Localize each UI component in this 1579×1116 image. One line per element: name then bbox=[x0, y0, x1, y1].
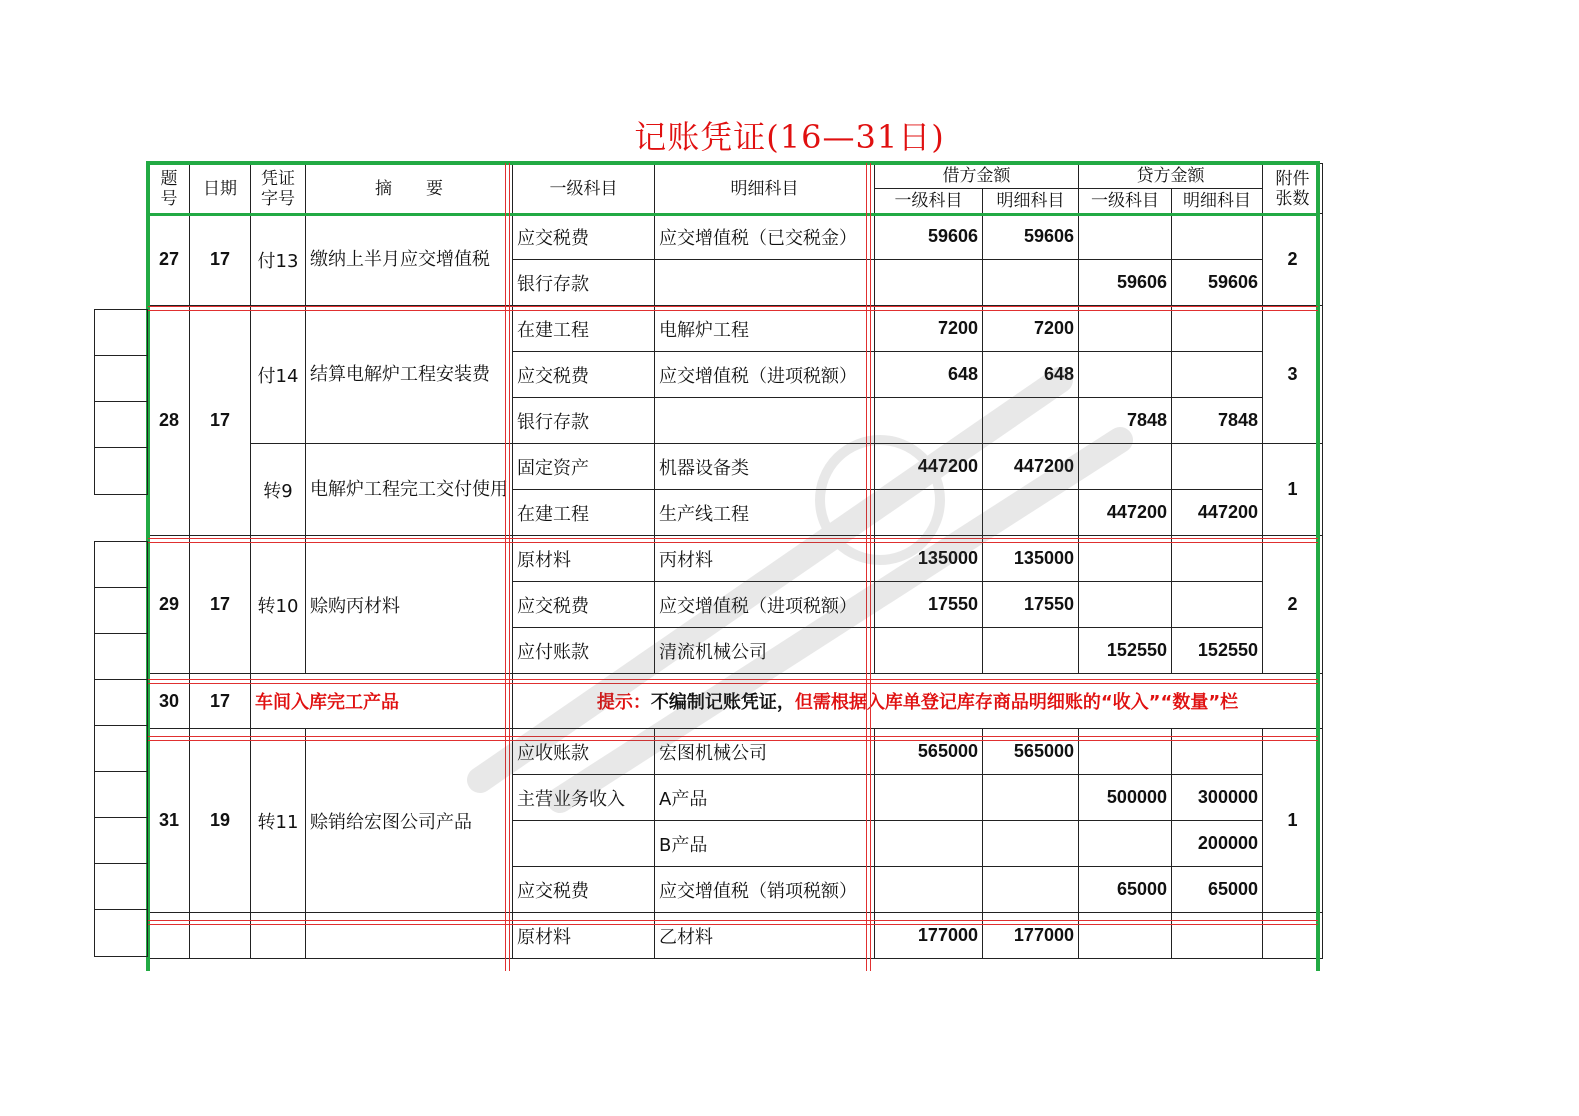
cell-debit-2: 59606 bbox=[983, 214, 1079, 260]
cell-account: 主营业务收入 bbox=[513, 775, 655, 821]
entry-voucher: 转9 bbox=[251, 444, 306, 536]
table-row bbox=[149, 214, 1323, 260]
cell-credit-2: 200000 bbox=[1172, 821, 1263, 867]
cell-account: 应付账款 bbox=[513, 628, 655, 674]
cell-account: 应交税费 bbox=[513, 582, 655, 628]
cell-debit-2 bbox=[983, 775, 1079, 821]
cell-credit-2: 65000 bbox=[1172, 867, 1263, 913]
cell-account: 应收账款 bbox=[513, 729, 655, 775]
cell-detail: 丙材料 bbox=[655, 536, 875, 582]
cell-debit-2 bbox=[983, 260, 1079, 306]
header-debit: 借方金额 bbox=[875, 164, 1079, 189]
cell-account bbox=[513, 821, 655, 867]
entry-attach: 1 bbox=[1263, 729, 1323, 913]
entry-date: 17 bbox=[190, 674, 251, 729]
cell-credit-2 bbox=[1172, 913, 1263, 959]
entry-summary: 赊销给宏图公司产品 bbox=[306, 729, 513, 913]
entry-no bbox=[149, 913, 190, 959]
cell-debit-2 bbox=[983, 821, 1079, 867]
voucher-table bbox=[148, 163, 1323, 959]
table-row bbox=[149, 674, 1323, 729]
cell-debit-1 bbox=[875, 398, 983, 444]
cell-detail: 宏图机械公司 bbox=[655, 729, 875, 775]
cell-credit-1: 65000 bbox=[1079, 867, 1172, 913]
cell-debit-2 bbox=[983, 867, 1079, 913]
cell-debit-1 bbox=[875, 775, 983, 821]
cell-credit-1: 7848 bbox=[1079, 398, 1172, 444]
cell-debit-1 bbox=[875, 821, 983, 867]
cell-credit-1: 59606 bbox=[1079, 260, 1172, 306]
cell-credit-2 bbox=[1172, 306, 1263, 352]
cell-credit-1 bbox=[1079, 821, 1172, 867]
entry-summary: 缴纳上半月应交增值税 bbox=[306, 214, 513, 306]
table-row bbox=[149, 913, 1323, 959]
cell-credit-1: 500000 bbox=[1079, 775, 1172, 821]
cell-debit-1: 177000 bbox=[875, 913, 983, 959]
table-row bbox=[149, 444, 1323, 490]
cell-debit-1: 135000 bbox=[875, 536, 983, 582]
entry-no: 30 bbox=[149, 674, 190, 729]
entry-voucher: 转10 bbox=[251, 536, 306, 674]
cell-detail bbox=[655, 398, 875, 444]
entry-attach: 3 bbox=[1263, 306, 1323, 444]
cell-credit-2: 59606 bbox=[1172, 260, 1263, 306]
entry-summary: 电解炉工程完工交付使用 bbox=[306, 444, 513, 536]
cell-account: 银行存款 bbox=[513, 260, 655, 306]
cell-credit-2 bbox=[1172, 582, 1263, 628]
cell-credit-2: 300000 bbox=[1172, 775, 1263, 821]
page-title: 记账凭证(16—31日) bbox=[634, 118, 945, 156]
entry-summary bbox=[306, 913, 513, 959]
cell-credit-2 bbox=[1172, 729, 1263, 775]
cell-account: 应交税费 bbox=[513, 867, 655, 913]
entry-voucher bbox=[251, 913, 306, 959]
entry-voucher: 转11 bbox=[251, 729, 306, 913]
table-row bbox=[149, 536, 1323, 582]
entry-date bbox=[190, 913, 251, 959]
cell-account: 在建工程 bbox=[513, 306, 655, 352]
entry-attach: 1 bbox=[1263, 444, 1323, 536]
entry-summary: 车间入库完工产品 bbox=[251, 674, 513, 729]
cell-debit-2: 648 bbox=[983, 352, 1079, 398]
cell-credit-1 bbox=[1079, 444, 1172, 490]
cell-credit-1 bbox=[1079, 536, 1172, 582]
cell-detail: 清流机械公司 bbox=[655, 628, 875, 674]
cell-credit-1 bbox=[1079, 306, 1172, 352]
hint-note: 提示：不编制记账凭证，但需根据入库单登记库存商品明细账的“收入”“数量”栏 bbox=[513, 674, 1323, 729]
cell-debit-2: 7200 bbox=[983, 306, 1079, 352]
cell-account: 银行存款 bbox=[513, 398, 655, 444]
cell-credit-2 bbox=[1172, 536, 1263, 582]
cell-account: 原材料 bbox=[513, 536, 655, 582]
cell-detail: 应交增值税（销项税额） bbox=[655, 867, 875, 913]
cell-account: 应交税费 bbox=[513, 352, 655, 398]
cell-debit-1: 17550 bbox=[875, 582, 983, 628]
cell-debit-1: 648 bbox=[875, 352, 983, 398]
cell-debit-1: 59606 bbox=[875, 214, 983, 260]
header-debit-level1: 一级科目 bbox=[875, 189, 983, 214]
entry-no: 31 bbox=[149, 729, 190, 913]
entry-voucher: 付14 bbox=[251, 306, 306, 444]
entry-date: 17 bbox=[190, 306, 251, 536]
cell-credit-1: 152550 bbox=[1079, 628, 1172, 674]
cell-account: 原材料 bbox=[513, 913, 655, 959]
cell-debit-2: 135000 bbox=[983, 536, 1079, 582]
table-row bbox=[149, 729, 1323, 775]
header-date: 日期 bbox=[190, 164, 251, 214]
entry-voucher: 付13 bbox=[251, 214, 306, 306]
side-boxes-28 bbox=[94, 309, 148, 495]
cell-credit-1 bbox=[1079, 913, 1172, 959]
cell-detail: 乙材料 bbox=[655, 913, 875, 959]
cell-detail: 机器设备类 bbox=[655, 444, 875, 490]
cell-debit-1: 447200 bbox=[875, 444, 983, 490]
entry-no: 27 bbox=[149, 214, 190, 306]
entry-date: 19 bbox=[190, 729, 251, 913]
side-boxes-29 bbox=[94, 541, 148, 957]
cell-account: 在建工程 bbox=[513, 490, 655, 536]
table-row bbox=[149, 306, 1323, 352]
header-detail: 明细科目 bbox=[655, 164, 875, 214]
cell-credit-1: 447200 bbox=[1079, 490, 1172, 536]
cell-debit-1: 565000 bbox=[875, 729, 983, 775]
cell-debit-2: 177000 bbox=[983, 913, 1079, 959]
header-credit: 贷方金额 bbox=[1079, 164, 1263, 189]
cell-debit-1 bbox=[875, 628, 983, 674]
cell-credit-1 bbox=[1079, 352, 1172, 398]
cell-detail: 应交增值税（进项税额） bbox=[655, 352, 875, 398]
entry-attach bbox=[1263, 913, 1323, 959]
cell-credit-2: 152550 bbox=[1172, 628, 1263, 674]
cell-detail: 应交增值税（已交税金） bbox=[655, 214, 875, 260]
cell-detail: 生产线工程 bbox=[655, 490, 875, 536]
cell-credit-2: 7848 bbox=[1172, 398, 1263, 444]
cell-detail: 应交增值税（进项税额） bbox=[655, 582, 875, 628]
entry-summary: 赊购丙材料 bbox=[306, 536, 513, 674]
cell-debit-2: 565000 bbox=[983, 729, 1079, 775]
cell-account: 应交税费 bbox=[513, 214, 655, 260]
cell-debit-2 bbox=[983, 628, 1079, 674]
cell-debit-2: 17550 bbox=[983, 582, 1079, 628]
entry-summary: 结算电解炉工程安装费 bbox=[306, 306, 513, 444]
cell-detail bbox=[655, 260, 875, 306]
entry-no: 28 bbox=[149, 306, 190, 536]
header-credit-sub: 明细科目 bbox=[1172, 189, 1263, 214]
cell-debit-2: 447200 bbox=[983, 444, 1079, 490]
cell-detail: B产品 bbox=[655, 821, 875, 867]
cell-credit-1 bbox=[1079, 214, 1172, 260]
cell-debit-1 bbox=[875, 260, 983, 306]
cell-credit-1 bbox=[1079, 582, 1172, 628]
cell-detail: 电解炉工程 bbox=[655, 306, 875, 352]
cell-credit-2 bbox=[1172, 444, 1263, 490]
cell-credit-2: 447200 bbox=[1172, 490, 1263, 536]
entry-attach: 2 bbox=[1263, 536, 1323, 674]
entry-date: 17 bbox=[190, 214, 251, 306]
cell-debit-1 bbox=[875, 867, 983, 913]
header-attach: 附件 张数 bbox=[1263, 164, 1323, 214]
header-account: 一级科目 bbox=[513, 164, 655, 214]
entry-date: 17 bbox=[190, 536, 251, 674]
header-no: 题 号 bbox=[149, 164, 190, 214]
cell-debit-2 bbox=[983, 490, 1079, 536]
cell-detail: A产品 bbox=[655, 775, 875, 821]
cell-debit-1 bbox=[875, 490, 983, 536]
cell-credit-2 bbox=[1172, 352, 1263, 398]
cell-account: 固定资产 bbox=[513, 444, 655, 490]
cell-debit-1: 7200 bbox=[875, 306, 983, 352]
header-summary: 摘 要 bbox=[306, 164, 513, 214]
entry-no: 29 bbox=[149, 536, 190, 674]
cell-credit-2 bbox=[1172, 214, 1263, 260]
header-voucher: 凭证 字号 bbox=[251, 164, 306, 214]
header-debit-sub: 明细科目 bbox=[983, 189, 1079, 214]
cell-debit-2 bbox=[983, 398, 1079, 444]
entry-attach: 2 bbox=[1263, 214, 1323, 306]
header-credit-level1: 一级科目 bbox=[1079, 189, 1172, 214]
cell-credit-1 bbox=[1079, 729, 1172, 775]
